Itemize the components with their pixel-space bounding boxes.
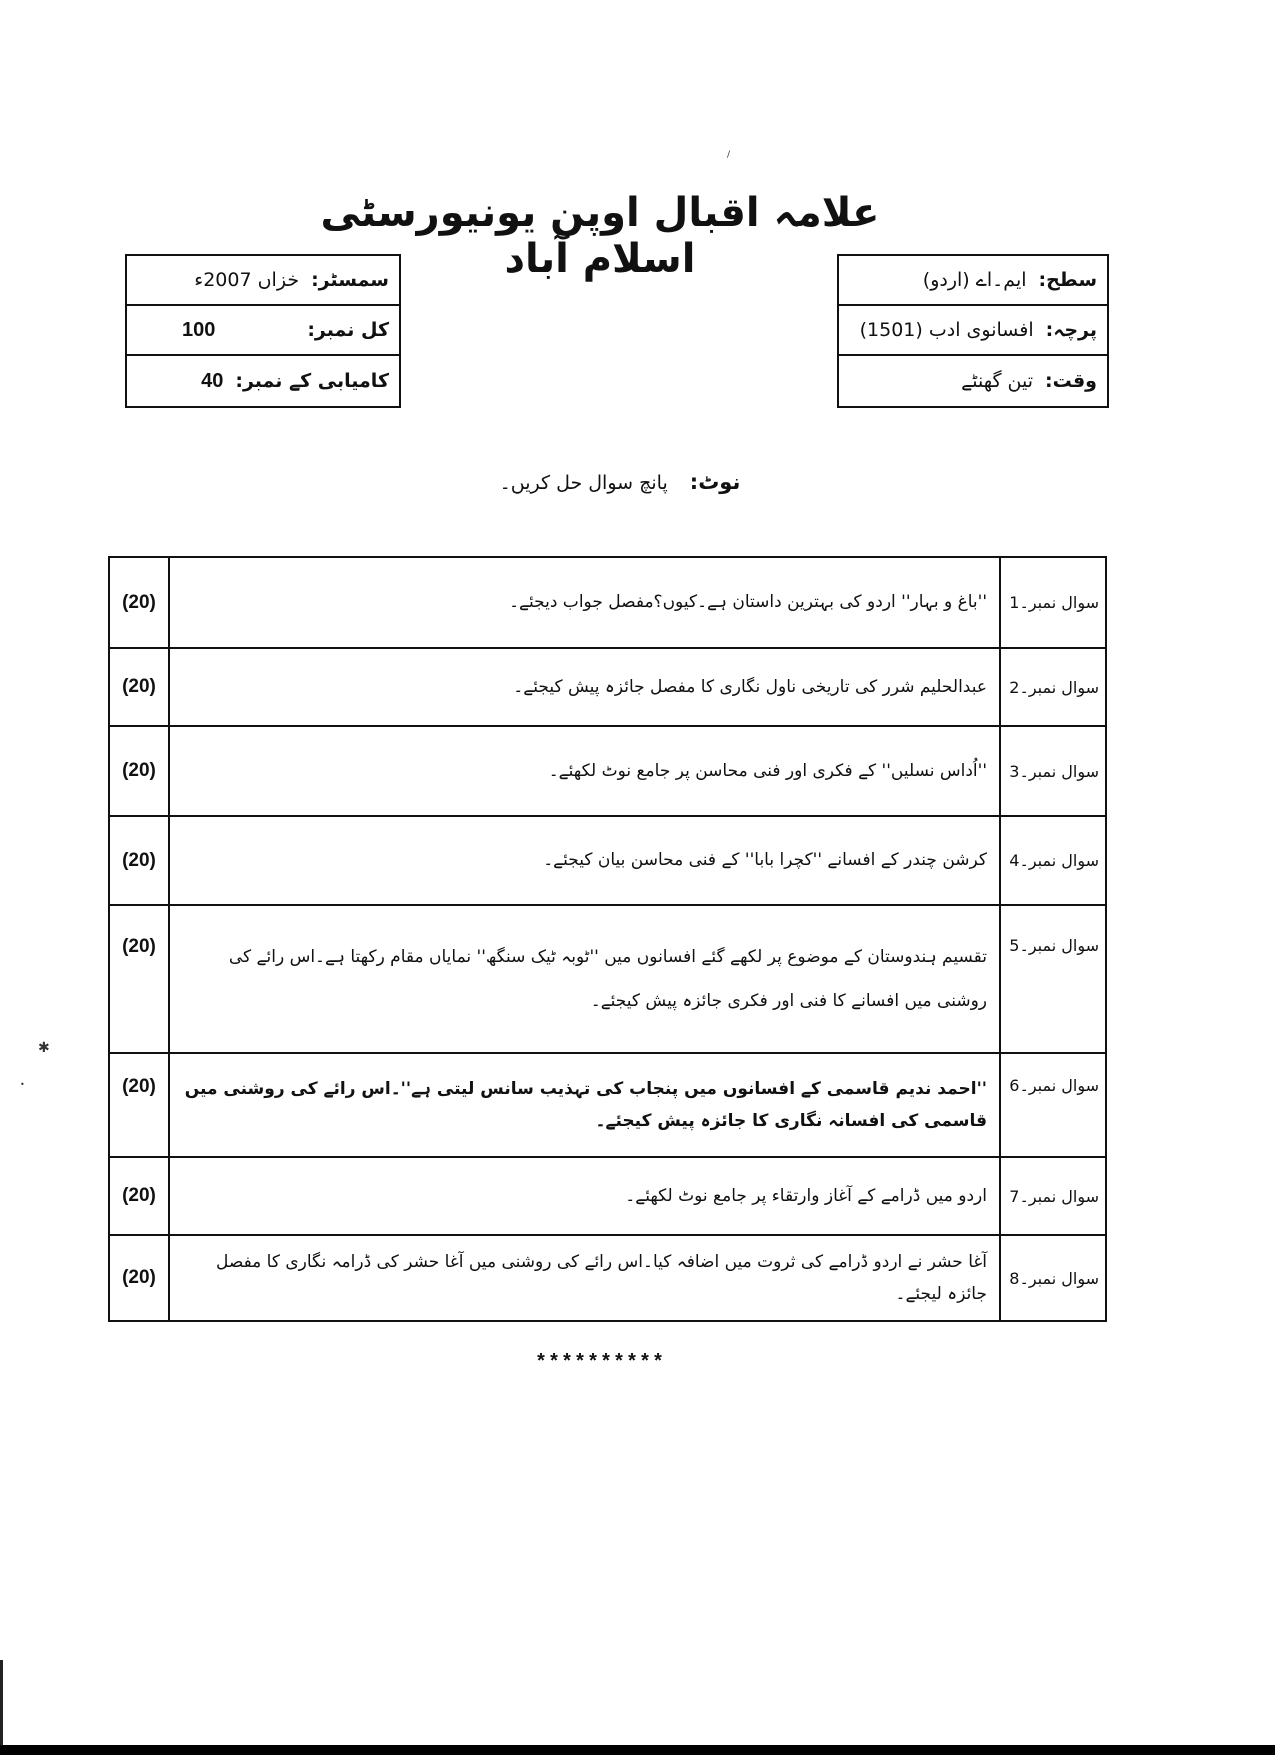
- semester-label: سمسٹر:: [311, 269, 389, 291]
- time-row: [839, 356, 1107, 406]
- question-number: سوال نمبر۔4: [1000, 816, 1106, 905]
- question-marks: (20): [109, 1157, 169, 1235]
- question-number: سوال نمبر۔2: [1000, 648, 1106, 726]
- question-marks: (20): [109, 905, 169, 1053]
- question-number: سوال نمبر۔1: [1000, 557, 1106, 648]
- scan-dot: •: [20, 1080, 25, 1089]
- note-text: پانچ سوال حل کریں۔: [499, 472, 668, 494]
- question-text: ''اُداس نسلیں'' کے فکری اور فنی محاسن پر جامع نوٹ لکھئے۔: [169, 726, 1000, 816]
- total-marks-label: کل نمبر:: [307, 319, 389, 341]
- time-value: تین گھنٹے: [961, 370, 1034, 392]
- question-marks: (20): [109, 648, 169, 726]
- total-marks-value: 100: [181, 318, 216, 341]
- semester-row: [127, 256, 399, 306]
- level-label: سطح:: [1038, 269, 1097, 291]
- marks-info-box: [125, 254, 401, 408]
- scan-edge-left: [0, 1660, 3, 1755]
- question-text: کرشن چندر کے افسانے ''کچرا بابا'' کے فنی محاسن بیان کیجئے۔: [169, 816, 1000, 905]
- paper-value: افسانوی ادب (1501): [859, 319, 1034, 341]
- note-label: نوٹ:: [689, 470, 741, 494]
- level-value: ایم۔اے (اردو): [922, 269, 1027, 291]
- total-marks-row: [127, 306, 399, 356]
- question-row: [109, 726, 1106, 816]
- question-number: سوال نمبر۔3: [1000, 726, 1106, 816]
- time-label: وقت:: [1045, 370, 1097, 392]
- question-number: سوال نمبر۔6: [1000, 1053, 1106, 1157]
- question-row: [109, 648, 1106, 726]
- scan-edge-bottom: [0, 1745, 1275, 1755]
- question-text: ''احمد ندیم قاسمی کے افسانوں میں پنجاب کی تہذیب سانس لیتی ہے''۔اس رائے کی روشنی میں قاسمی کی افسانہ نگاری کا جائزہ پیش کیجئے۔: [169, 1053, 1000, 1157]
- question-marks: (20): [109, 1053, 169, 1157]
- question-number: سوال نمبر۔7: [1000, 1157, 1106, 1235]
- university-title: علامہ اقبال اوپن یونیورسٹی اسلام آباد: [320, 190, 880, 282]
- paper-label: پرچہ:: [1045, 319, 1097, 341]
- question-text: اردو میں ڈرامے کے آغاز وارتقاء پر جامع نوٹ لکھئے۔: [169, 1157, 1000, 1235]
- semester-value: خزاں 2007ء: [194, 269, 300, 291]
- instructions-note: [420, 470, 820, 494]
- question-marks: (20): [109, 557, 169, 648]
- question-marks: (20): [109, 726, 169, 816]
- level-row: [839, 256, 1107, 306]
- end-of-paper-mark: **********: [534, 1352, 666, 1375]
- scan-tick: /: [727, 150, 731, 160]
- question-text: تقسیم ہندوستان کے موضوع پر لکھے گئے افسانوں میں ''ٹوبہ ٹیک سنگھ'' نمایاں مقام رکھتا ہے۔اس رائے کی روشنی میں افسانے کا فنی اور فکری جائزہ پیش کیجئے۔: [169, 905, 1000, 1053]
- question-row: [109, 905, 1106, 1053]
- paper-row: [839, 306, 1107, 356]
- question-marks: (20): [109, 1235, 169, 1321]
- pass-marks-row: [127, 356, 399, 406]
- question-number: سوال نمبر۔5: [1000, 905, 1106, 1053]
- questions-table: [108, 556, 1107, 1322]
- question-text: آغا حشر نے اردو ڈرامے کی ثروت میں اضافہ کیا۔اس رائے کی روشنی میں آغا حشر کی ڈرامہ نگاری کا مفصل جائزہ لیجئے۔: [169, 1235, 1000, 1321]
- scan-speck: ✱: [38, 1040, 50, 1056]
- question-marks: (20): [109, 816, 169, 905]
- question-row: [109, 1157, 1106, 1235]
- question-row: [109, 1235, 1106, 1321]
- question-text: ''باغ و بہار'' اردو کی بہترین داستان ہے۔کیوں؟مفصل جواب دیجئے۔: [169, 557, 1000, 648]
- question-row: [109, 557, 1106, 648]
- pass-marks-value: 40: [201, 369, 224, 392]
- question-text: عبدالحلیم شرر کی تاریخی ناول نگاری کا مفصل جائزہ پیش کیجئے۔: [169, 648, 1000, 726]
- course-info-box: [837, 254, 1109, 408]
- pass-marks-label: کامیابی کے نمبر:: [235, 370, 389, 392]
- question-number: سوال نمبر۔8: [1000, 1235, 1106, 1321]
- question-row: [109, 816, 1106, 905]
- question-row: [109, 1053, 1106, 1157]
